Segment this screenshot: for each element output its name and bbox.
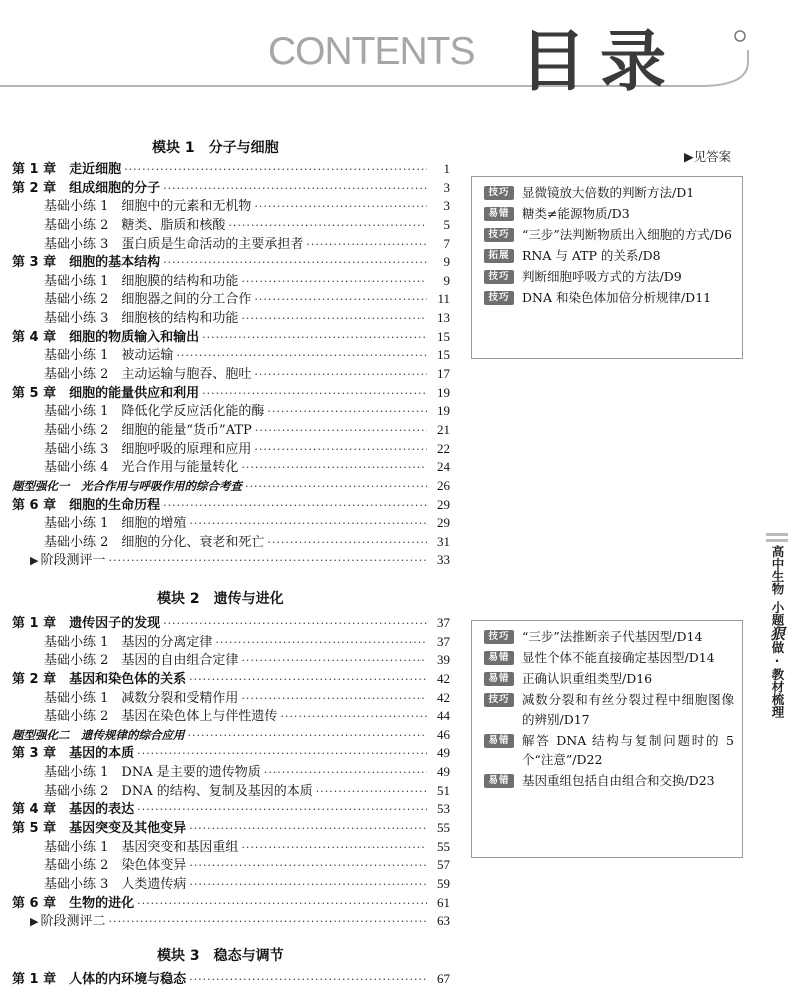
toc-entry-page: 49 (437, 764, 450, 780)
toc-lesson-row[interactable] (12, 235, 450, 254)
toc-entry-page: 59 (437, 875, 450, 891)
toc-lesson-row[interactable] (12, 421, 450, 440)
tip-text: “三步”法推断亲子代基因型/D14 (522, 629, 703, 644)
toc-lesson-row[interactable] (12, 514, 450, 533)
dot-leader (137, 745, 427, 764)
toc-entry-page: 17 (437, 366, 450, 382)
toc-entry-page: 26 (437, 477, 450, 493)
toc-lesson-row[interactable] (12, 440, 450, 459)
toc-entry-label: 基础小练 4 光合作用与能量转化 (44, 460, 239, 476)
dot-leader (228, 217, 427, 236)
dot-leader (255, 422, 427, 441)
toc-chapter-row[interactable] (12, 179, 450, 198)
tip-item (484, 267, 734, 287)
toc-entry-page: 67 (437, 971, 450, 986)
toc-entry-page: 61 (437, 894, 450, 910)
toc-chapter-row[interactable] (12, 970, 450, 989)
tip-text: 正确认识重组类型/D16 (522, 671, 653, 686)
toc-lesson-row[interactable] (12, 533, 450, 552)
dot-leader (267, 534, 427, 553)
toc-lesson-row[interactable] (12, 402, 450, 421)
toc-entry-label: 第 5 章 基因突变及其他变异 (12, 821, 187, 837)
dot-leader (176, 347, 427, 366)
dot-leader (267, 403, 427, 422)
tip-text: 解答 DNA 结构与复制问题时的 5 个“注意”/D22 (522, 732, 734, 767)
dot-leader (124, 161, 427, 180)
toc-entry-label: 基础小练 1 减数分裂和受精作用 (44, 690, 239, 706)
toc-entry-label: 基础小练 1 细胞膜的结构和功能 (44, 273, 239, 289)
toc-entry-label: 基础小练 3 细胞核的结构和功能 (44, 311, 239, 327)
toc-entry-label: 基础小练 1 基因突变和基因重组 (44, 839, 239, 855)
toc-entry-label: 基础小练 2 基因的自由组合定律 (44, 653, 239, 669)
see-answer-label: ▶见答案 (684, 149, 732, 164)
tip-item (484, 669, 734, 689)
dot-leader (188, 727, 428, 746)
toc-entry-label: 第 1 章 人体的内环境与稳态 (12, 972, 187, 987)
toc-entry-page: 33 (437, 552, 450, 568)
toc-test-row[interactable] (12, 551, 450, 570)
toc-entry-page: 37 (437, 615, 450, 630)
toc-entry-page: 9 (443, 272, 450, 288)
dot-leader (189, 820, 427, 839)
tip-tag-badge: 易错 (484, 651, 514, 665)
toc-lesson-row[interactable] (12, 651, 450, 670)
toc-entry-label: 题型强化二 遗传规律的综合应用 (12, 727, 185, 742)
toc-chapter-row[interactable] (12, 160, 450, 179)
toc-entry-label: 基础小练 2 DNA 的结构、复制及基因的本质 (44, 783, 313, 799)
dot-leader (108, 552, 427, 571)
tip-tag-badge: 拓展 (484, 249, 514, 263)
tip-tag-badge: 技巧 (484, 291, 514, 305)
toc-chapter-row[interactable] (12, 384, 450, 403)
toc-chapter-row[interactable] (12, 744, 450, 763)
tips-panel-module-2 (471, 620, 743, 858)
tip-tag-badge: 技巧 (484, 270, 514, 284)
toc-entry-page: 44 (437, 708, 450, 724)
toc-entry-label: 第 1 章 走近细胞 (12, 162, 122, 177)
dot-leader (254, 291, 427, 310)
toc-entry-page: 13 (437, 310, 450, 326)
side-brand-post: 做 (770, 641, 785, 654)
side-bar-top-2 (766, 539, 788, 542)
toc-entry-page: 19 (437, 403, 450, 419)
tip-item (484, 627, 734, 647)
module-1-title: 模块 1 分子与细胞 (152, 140, 279, 156)
toc-entry-label: 基础小练 1 细胞中的元素和无机物 (44, 199, 252, 215)
tip-item (484, 731, 734, 770)
module-2-title: 模块 2 遗传与进化 (157, 591, 284, 607)
toc-entry-label: 基础小练 1 基因的分离定律 (44, 634, 213, 650)
side-dot: · (774, 652, 780, 668)
side-series: 教材梳理 (770, 667, 785, 718)
side-brand-mid: 狠 (768, 626, 786, 641)
toc-entry-page: 29 (437, 496, 450, 512)
toc-entry-page: 46 (437, 726, 450, 742)
tip-item (484, 204, 734, 224)
toc-entry-label: 基础小练 3 人类遗传病 (44, 876, 187, 892)
toc-module-2 (12, 614, 450, 931)
toc-lesson-row[interactable] (12, 309, 450, 328)
dot-leader (215, 634, 427, 653)
tip-tag-badge: 技巧 (484, 186, 514, 200)
toc-special-row[interactable] (12, 477, 450, 496)
dot-leader (137, 801, 427, 820)
side-bar-top (766, 533, 788, 536)
dot-leader (108, 913, 427, 932)
tip-text: 基因重组包括自由组合和交换/D23 (522, 773, 715, 788)
toc-entry-page: 9 (443, 254, 450, 270)
dot-leader (316, 783, 427, 802)
toc-lesson-row[interactable] (12, 290, 450, 309)
toc-lesson-row[interactable] (12, 197, 450, 216)
side-brand-pre: 小题 (770, 601, 785, 626)
dot-leader (189, 515, 427, 534)
toc-entry-label: 基础小练 1 DNA 是主要的遗传物质 (44, 765, 261, 781)
dot-leader (163, 615, 427, 634)
toc-entry-page: 3 (443, 179, 450, 195)
dot-leader (202, 385, 427, 404)
toc-chapter-row[interactable] (12, 496, 450, 515)
toc-entry-page: 21 (437, 421, 450, 437)
tip-item (484, 246, 734, 266)
dot-leader (254, 366, 427, 385)
toc-entry-page: 42 (437, 689, 450, 705)
toc-entry-page: 29 (437, 515, 450, 531)
tip-text: RNA 与 ATP 的关系/D8 (522, 248, 661, 263)
toc-entry-page: 7 (443, 235, 450, 251)
toc-lesson-row[interactable] (12, 272, 450, 291)
toc-entry-label: 基础小练 2 细胞的分化、衰老和死亡 (44, 534, 265, 550)
dot-leader (254, 198, 427, 217)
dot-leader (241, 690, 427, 709)
toc-entry-label: 阶段测评二 (40, 914, 106, 930)
toc-entry-label: 第 6 章 细胞的生命历程 (12, 497, 161, 513)
dot-leader (241, 273, 427, 292)
contents-heading: CONTENTS (268, 30, 475, 73)
tip-text: 显微镜放大倍数的判断方法/D1 (522, 185, 695, 200)
toc-entry-label: 第 6 章 生物的进化 (12, 895, 135, 911)
toc-entry-label: 基础小练 1 降低化学反应活化能的酶 (44, 404, 265, 420)
toc-entry-page: 22 (437, 440, 450, 456)
tip-text: “三步”法判断物质出入细胞的方式/D6 (522, 227, 732, 242)
toc-entry-page: 11 (437, 291, 450, 307)
dot-leader (306, 236, 427, 255)
module-3-title: 模块 3 稳态与调节 (157, 948, 284, 964)
toc-entry-label: 阶段测评一 (40, 553, 106, 569)
toc-entry-page: 39 (437, 652, 450, 668)
toc-chapter-row[interactable] (12, 253, 450, 272)
toc-entry-label: 题型强化一 光合作用与呼吸作用的综合考查 (12, 478, 242, 493)
dot-leader (189, 671, 427, 690)
page-header (0, 0, 790, 100)
tip-item (484, 771, 734, 791)
toc-entry-page: 51 (437, 782, 450, 798)
toc-chapter-row[interactable] (12, 819, 450, 838)
toc-entry-page: 63 (437, 913, 450, 929)
toc-entry-page: 37 (437, 633, 450, 649)
tip-item (484, 648, 734, 668)
triangle-icon: ▶ (30, 554, 39, 568)
toc-entry-label: 第 3 章 细胞的基本结构 (12, 255, 161, 271)
toc-entry-page: 55 (437, 838, 450, 854)
toc-lesson-row[interactable] (12, 763, 450, 782)
toc-entry-page: 49 (437, 745, 450, 761)
toc-module-3 (12, 970, 450, 989)
dot-leader (241, 310, 427, 329)
tip-tag-badge: 技巧 (484, 630, 514, 644)
toc-entry-label: 基础小练 2 基因在染色体上与伴性遗传 (44, 709, 278, 725)
toc-entry-label: 第 5 章 细胞的能量供应和利用 (12, 385, 200, 401)
tip-tag-badge: 易错 (484, 672, 514, 686)
tip-text: 糖类≠能源物质/D3 (522, 206, 630, 221)
toc-entry-page: 42 (437, 670, 450, 686)
dot-leader (202, 329, 427, 348)
tip-text: 判断细胞呼吸方式的方法/D9 (522, 269, 682, 284)
dot-leader (241, 839, 427, 858)
tip-item (484, 690, 734, 729)
toc-chapter-row[interactable] (12, 328, 450, 347)
dot-leader (163, 180, 427, 199)
toc-entry-label: 第 2 章 基因和染色体的关系 (12, 671, 187, 687)
mulu-heading: 目录 (520, 23, 680, 100)
dot-leader (241, 459, 427, 478)
toc-entry-label: 基础小练 2 主动运输与胞吞、胞吐 (44, 367, 252, 383)
tip-item (484, 183, 734, 203)
toc-entry-label: 基础小练 3 细胞呼吸的原理和应用 (44, 441, 252, 457)
dot-leader (245, 478, 427, 497)
toc-lesson-row[interactable] (12, 875, 450, 894)
toc-entry-label: 第 4 章 基因的表达 (12, 802, 135, 818)
dot-leader (189, 876, 427, 895)
toc-lesson-row[interactable] (12, 856, 450, 875)
toc-lesson-row[interactable] (12, 633, 450, 652)
dot-leader (189, 971, 427, 990)
toc-entry-label: 基础小练 3 蛋白质是生命活动的主要承担者 (44, 236, 304, 252)
tip-tag-badge: 易错 (484, 774, 514, 788)
tip-tag-badge: 易错 (484, 734, 514, 748)
toc-entry-page: 15 (437, 347, 450, 363)
toc-chapter-row[interactable] (12, 800, 450, 819)
toc-entry-label: 第 3 章 基因的本质 (12, 746, 135, 762)
dot-leader (163, 254, 427, 273)
toc-lesson-row[interactable] (12, 689, 450, 708)
side-label (766, 545, 788, 718)
dot-leader (280, 708, 427, 727)
dot-leader (137, 895, 427, 914)
toc-lesson-row[interactable] (12, 346, 450, 365)
dot-leader (163, 497, 427, 516)
toc-lesson-row[interactable] (12, 458, 450, 477)
toc-entry-label: 基础小练 2 糖类、脂质和核酸 (44, 217, 226, 233)
toc-entry-label: 基础小练 2 细胞器之间的分工合作 (44, 292, 252, 308)
toc-entry-page: 31 (437, 533, 450, 549)
tip-item (484, 288, 734, 308)
toc-entry-page: 15 (437, 328, 450, 344)
toc-entry-label: 基础小练 1 细胞的增殖 (44, 516, 187, 532)
toc-entry-page: 1 (443, 161, 450, 176)
toc-special-row[interactable] (12, 726, 450, 745)
toc-entry-label: 第 1 章 遗传因子的发现 (12, 616, 161, 631)
side-subject: 高中生物 (770, 545, 785, 595)
dot-leader (189, 857, 427, 876)
tips-panel-module-1 (471, 176, 743, 359)
tip-text: 减数分裂和有丝分裂过程中细胞图像的辨别/D17 (522, 692, 734, 727)
toc-lesson-row[interactable] (12, 838, 450, 857)
toc-entry-label: 第 2 章 组成细胞的分子 (12, 180, 161, 196)
toc-entry-page: 3 (443, 198, 450, 214)
toc-entry-label: 第 4 章 细胞的物质输入和输出 (12, 329, 200, 345)
toc-module-1 (12, 160, 450, 570)
toc-lesson-row[interactable] (12, 782, 450, 801)
tip-tag-badge: 技巧 (484, 693, 514, 707)
toc-test-row[interactable] (12, 912, 450, 931)
tip-tag-badge: 易错 (484, 207, 514, 221)
toc-entry-page: 19 (437, 384, 450, 400)
tip-text: DNA 和染色体加倍分析规律/D11 (522, 290, 712, 305)
dot-leader (241, 652, 427, 671)
dot-leader (254, 441, 427, 460)
tip-tag-badge: 技巧 (484, 228, 514, 242)
tip-text: 显性个体不能直接确定基因型/D14 (522, 650, 715, 665)
toc-entry-label: 基础小练 2 染色体变异 (44, 858, 187, 874)
toc-entry-page: 57 (437, 857, 450, 873)
toc-lesson-row[interactable] (12, 365, 450, 384)
toc-chapter-row[interactable] (12, 670, 450, 689)
toc-entry-page: 24 (437, 459, 450, 475)
triangle-icon: ▶ (30, 915, 39, 929)
toc-chapter-row[interactable] (12, 614, 450, 633)
toc-chapter-row[interactable] (12, 894, 450, 913)
toc-entry-label: 基础小练 1 被动运输 (44, 348, 174, 364)
dot-leader (264, 764, 427, 783)
toc-lesson-row[interactable] (12, 216, 450, 235)
toc-lesson-row[interactable] (12, 707, 450, 726)
toc-entry-page: 5 (443, 216, 450, 232)
toc-entry-page: 55 (437, 820, 450, 836)
tip-item (484, 225, 734, 245)
toc-entry-label: 基础小练 2 细胞的能量“货币”ATP (44, 422, 252, 438)
toc-entry-page: 53 (437, 801, 450, 817)
